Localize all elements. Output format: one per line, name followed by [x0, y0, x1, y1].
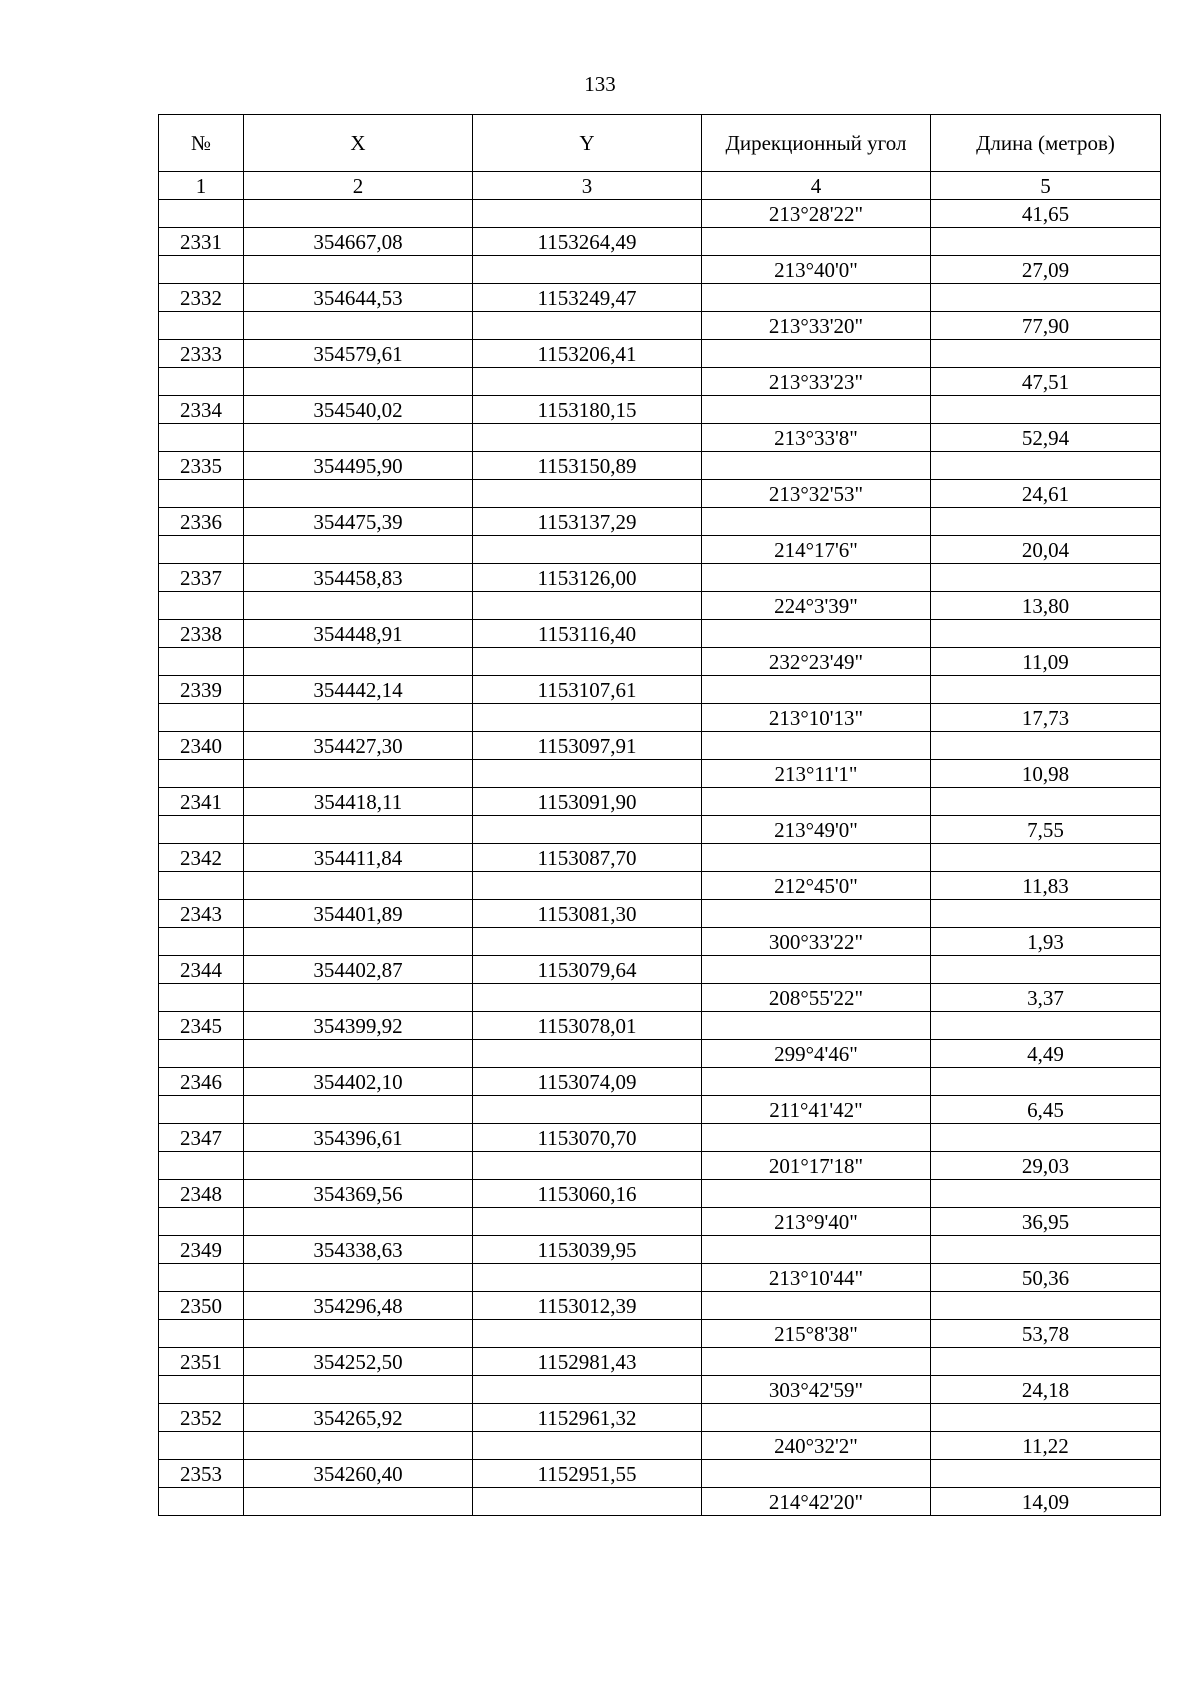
y-coordinate-cell [473, 1376, 702, 1404]
length-cell: 52,94 [931, 424, 1161, 452]
x-coordinate-cell: 354401,89 [244, 900, 473, 928]
table-row [159, 1460, 1161, 1488]
y-coordinate-cell: 1153087,70 [473, 844, 702, 872]
x-coordinate-cell [244, 312, 473, 340]
column-number: 4 [702, 172, 931, 200]
bearing-cell [702, 676, 931, 704]
bearing-cell [702, 1180, 931, 1208]
length-cell: 47,51 [931, 368, 1161, 396]
length-cell [931, 676, 1161, 704]
bearing-cell: 212°45'0" [702, 872, 931, 900]
length-cell: 13,80 [931, 592, 1161, 620]
bearing-cell: 213°10'44" [702, 1264, 931, 1292]
y-coordinate-cell [473, 256, 702, 284]
length-cell [931, 1292, 1161, 1320]
length-cell [931, 1012, 1161, 1040]
bearing-cell [702, 732, 931, 760]
table-row [159, 1264, 1161, 1292]
y-coordinate-cell [473, 200, 702, 228]
table-row [159, 536, 1161, 564]
length-cell [931, 844, 1161, 872]
table-row [159, 1208, 1161, 1236]
table-row [159, 368, 1161, 396]
point-number-cell [159, 816, 244, 844]
x-coordinate-cell: 354296,48 [244, 1292, 473, 1320]
x-coordinate-cell [244, 536, 473, 564]
y-coordinate-cell [473, 872, 702, 900]
table-row [159, 1488, 1161, 1516]
point-number-cell: 2345 [159, 1012, 244, 1040]
x-coordinate-cell [244, 1208, 473, 1236]
y-coordinate-cell [473, 1320, 702, 1348]
x-coordinate-cell: 354667,08 [244, 228, 473, 256]
y-coordinate-cell: 1153249,47 [473, 284, 702, 312]
y-coordinate-cell: 1153264,49 [473, 228, 702, 256]
bearing-cell [702, 1236, 931, 1264]
point-number-cell: 2342 [159, 844, 244, 872]
bearing-cell: 213°11'1" [702, 760, 931, 788]
length-cell: 7,55 [931, 816, 1161, 844]
y-coordinate-cell [473, 648, 702, 676]
header-number: № [159, 115, 244, 172]
y-coordinate-cell [473, 480, 702, 508]
bearing-cell [702, 900, 931, 928]
point-number-cell: 2335 [159, 452, 244, 480]
point-number-cell [159, 1208, 244, 1236]
point-number-cell: 2343 [159, 900, 244, 928]
length-cell [931, 1124, 1161, 1152]
header-bearing: Дирекционный угол [702, 115, 931, 172]
length-cell: 24,18 [931, 1376, 1161, 1404]
y-coordinate-cell: 1153097,91 [473, 732, 702, 760]
table-row [159, 984, 1161, 1012]
table-row [159, 200, 1161, 228]
point-number-cell: 2336 [159, 508, 244, 536]
table-row [159, 704, 1161, 732]
x-coordinate-cell [244, 1152, 473, 1180]
column-number-row [159, 172, 1161, 200]
point-number-cell [159, 480, 244, 508]
x-coordinate-cell: 354644,53 [244, 284, 473, 312]
y-coordinate-cell [473, 1488, 702, 1516]
point-number-cell [159, 368, 244, 396]
y-coordinate-cell: 1153081,30 [473, 900, 702, 928]
y-coordinate-cell: 1153070,70 [473, 1124, 702, 1152]
x-coordinate-cell: 354252,50 [244, 1348, 473, 1376]
column-number: 2 [244, 172, 473, 200]
length-cell: 11,22 [931, 1432, 1161, 1460]
table-row [159, 648, 1161, 676]
length-cell [931, 732, 1161, 760]
x-coordinate-cell [244, 1376, 473, 1404]
point-number-cell [159, 648, 244, 676]
bearing-cell [702, 1460, 931, 1488]
x-coordinate-cell [244, 1096, 473, 1124]
y-coordinate-cell: 1153126,00 [473, 564, 702, 592]
table-row [159, 1012, 1161, 1040]
y-coordinate-cell [473, 984, 702, 1012]
bearing-cell [702, 1404, 931, 1432]
table-row [159, 1432, 1161, 1460]
bearing-cell [702, 396, 931, 424]
table-row [159, 592, 1161, 620]
point-number-cell [159, 1152, 244, 1180]
bearing-cell [702, 340, 931, 368]
bearing-cell [702, 564, 931, 592]
x-coordinate-cell: 354411,84 [244, 844, 473, 872]
y-coordinate-cell [473, 312, 702, 340]
bearing-cell [702, 620, 931, 648]
y-coordinate-cell [473, 1040, 702, 1068]
x-coordinate-cell: 354402,10 [244, 1068, 473, 1096]
point-number-cell [159, 536, 244, 564]
point-number-cell [159, 1264, 244, 1292]
point-number-cell [159, 200, 244, 228]
table-row [159, 620, 1161, 648]
length-cell [931, 900, 1161, 928]
length-cell: 50,36 [931, 1264, 1161, 1292]
y-coordinate-cell: 1153180,15 [473, 396, 702, 424]
bearing-cell [702, 956, 931, 984]
table-row [159, 900, 1161, 928]
bearing-cell [702, 1292, 931, 1320]
length-cell: 20,04 [931, 536, 1161, 564]
table-row [159, 1292, 1161, 1320]
bearing-cell [702, 844, 931, 872]
point-number-cell: 2346 [159, 1068, 244, 1096]
point-number-cell [159, 872, 244, 900]
x-coordinate-cell [244, 648, 473, 676]
y-coordinate-cell: 1153079,64 [473, 956, 702, 984]
table-row [159, 564, 1161, 592]
bearing-cell: 213°33'23" [702, 368, 931, 396]
length-cell [931, 620, 1161, 648]
point-number-cell [159, 256, 244, 284]
x-coordinate-cell [244, 1432, 473, 1460]
x-coordinate-cell [244, 816, 473, 844]
point-number-cell: 2333 [159, 340, 244, 368]
table-row [159, 424, 1161, 452]
point-number-cell: 2339 [159, 676, 244, 704]
y-coordinate-cell: 1153012,39 [473, 1292, 702, 1320]
length-cell: 6,45 [931, 1096, 1161, 1124]
table-row [159, 676, 1161, 704]
point-number-cell [159, 760, 244, 788]
length-cell: 27,09 [931, 256, 1161, 284]
table-row [159, 788, 1161, 816]
table-row [159, 1376, 1161, 1404]
y-coordinate-cell [473, 760, 702, 788]
x-coordinate-cell [244, 760, 473, 788]
length-cell: 24,61 [931, 480, 1161, 508]
x-coordinate-cell: 354265,92 [244, 1404, 473, 1432]
point-number-cell [159, 1320, 244, 1348]
length-cell [931, 1236, 1161, 1264]
length-cell [931, 508, 1161, 536]
bearing-cell [702, 1068, 931, 1096]
table-row [159, 872, 1161, 900]
y-coordinate-cell: 1153206,41 [473, 340, 702, 368]
x-coordinate-cell: 354396,61 [244, 1124, 473, 1152]
point-number-cell: 2344 [159, 956, 244, 984]
length-cell: 53,78 [931, 1320, 1161, 1348]
y-coordinate-cell: 1153039,95 [473, 1236, 702, 1264]
y-coordinate-cell [473, 592, 702, 620]
length-cell [931, 564, 1161, 592]
x-coordinate-cell: 354495,90 [244, 452, 473, 480]
point-number-cell [159, 1096, 244, 1124]
column-number: 1 [159, 172, 244, 200]
length-cell: 3,37 [931, 984, 1161, 1012]
table-header-row [159, 115, 1161, 172]
x-coordinate-cell [244, 200, 473, 228]
point-number-cell [159, 704, 244, 732]
table-row [159, 284, 1161, 312]
point-number-cell [159, 1040, 244, 1068]
table-row [159, 1180, 1161, 1208]
x-coordinate-cell [244, 368, 473, 396]
y-coordinate-cell: 1153137,29 [473, 508, 702, 536]
length-cell [931, 1348, 1161, 1376]
y-coordinate-cell [473, 1264, 702, 1292]
y-coordinate-cell [473, 928, 702, 956]
length-cell: 1,93 [931, 928, 1161, 956]
y-coordinate-cell [473, 1152, 702, 1180]
length-cell [931, 1460, 1161, 1488]
table-row [159, 396, 1161, 424]
y-coordinate-cell: 1152981,43 [473, 1348, 702, 1376]
bearing-cell: 214°42'20" [702, 1488, 931, 1516]
bearing-cell [702, 1012, 931, 1040]
y-coordinate-cell: 1153060,16 [473, 1180, 702, 1208]
bearing-cell: 224°3'39" [702, 592, 931, 620]
bearing-cell: 213°49'0" [702, 816, 931, 844]
bearing-cell: 300°33'22" [702, 928, 931, 956]
point-number-cell: 2348 [159, 1180, 244, 1208]
y-coordinate-cell [473, 1432, 702, 1460]
y-coordinate-cell: 1153074,09 [473, 1068, 702, 1096]
x-coordinate-cell [244, 1320, 473, 1348]
x-coordinate-cell [244, 1488, 473, 1516]
table-row [159, 228, 1161, 256]
point-number-cell [159, 592, 244, 620]
table-row [159, 956, 1161, 984]
bearing-cell: 201°17'18" [702, 1152, 931, 1180]
point-number-cell: 2352 [159, 1404, 244, 1432]
y-coordinate-cell [473, 536, 702, 564]
table-row [159, 1040, 1161, 1068]
x-coordinate-cell [244, 592, 473, 620]
x-coordinate-cell [244, 984, 473, 1012]
x-coordinate-cell [244, 928, 473, 956]
table-row [159, 1096, 1161, 1124]
header-y: Y [473, 115, 702, 172]
x-coordinate-cell: 354402,87 [244, 956, 473, 984]
length-cell [931, 396, 1161, 424]
bearing-cell: 240°32'2" [702, 1432, 931, 1460]
table-row [159, 256, 1161, 284]
point-number-cell: 2353 [159, 1460, 244, 1488]
x-coordinate-cell [244, 1264, 473, 1292]
bearing-cell: 299°4'46" [702, 1040, 931, 1068]
x-coordinate-cell: 354427,30 [244, 732, 473, 760]
x-coordinate-cell: 354579,61 [244, 340, 473, 368]
length-cell [931, 1068, 1161, 1096]
coordinates-table [158, 114, 1161, 1516]
bearing-cell [702, 284, 931, 312]
y-coordinate-cell: 1153078,01 [473, 1012, 702, 1040]
bearing-cell [702, 1348, 931, 1376]
length-cell: 14,09 [931, 1488, 1161, 1516]
x-coordinate-cell [244, 704, 473, 732]
point-number-cell [159, 312, 244, 340]
y-coordinate-cell: 1152961,32 [473, 1404, 702, 1432]
y-coordinate-cell: 1153116,40 [473, 620, 702, 648]
x-coordinate-cell: 354448,91 [244, 620, 473, 648]
table-row [159, 480, 1161, 508]
table-row [159, 1236, 1161, 1264]
point-number-cell [159, 1376, 244, 1404]
point-number-cell [159, 984, 244, 1012]
table-row [159, 452, 1161, 480]
point-number-cell: 2332 [159, 284, 244, 312]
point-number-cell [159, 1432, 244, 1460]
y-coordinate-cell: 1152951,55 [473, 1460, 702, 1488]
table-row [159, 340, 1161, 368]
header-x: X [244, 115, 473, 172]
length-cell [931, 340, 1161, 368]
x-coordinate-cell: 354369,56 [244, 1180, 473, 1208]
y-coordinate-cell [473, 816, 702, 844]
bearing-cell: 213°10'13" [702, 704, 931, 732]
length-cell [931, 1180, 1161, 1208]
table-row [159, 1068, 1161, 1096]
x-coordinate-cell: 354458,83 [244, 564, 473, 592]
length-cell [931, 452, 1161, 480]
y-coordinate-cell [473, 368, 702, 396]
table-row [159, 1152, 1161, 1180]
length-cell [931, 1404, 1161, 1432]
x-coordinate-cell: 354475,39 [244, 508, 473, 536]
length-cell: 11,09 [931, 648, 1161, 676]
x-coordinate-cell: 354540,02 [244, 396, 473, 424]
table-row [159, 312, 1161, 340]
table-row [159, 508, 1161, 536]
bearing-cell: 213°40'0" [702, 256, 931, 284]
length-cell [931, 284, 1161, 312]
y-coordinate-cell [473, 1096, 702, 1124]
x-coordinate-cell [244, 424, 473, 452]
y-coordinate-cell: 1153107,61 [473, 676, 702, 704]
table-row [159, 1124, 1161, 1152]
x-coordinate-cell [244, 1040, 473, 1068]
length-cell [931, 956, 1161, 984]
bearing-cell [702, 508, 931, 536]
x-coordinate-cell [244, 256, 473, 284]
point-number-cell: 2340 [159, 732, 244, 760]
y-coordinate-cell [473, 424, 702, 452]
table-row [159, 732, 1161, 760]
table-row [159, 1348, 1161, 1376]
bearing-cell: 232°23'49" [702, 648, 931, 676]
y-coordinate-cell: 1153150,89 [473, 452, 702, 480]
bearing-cell [702, 788, 931, 816]
bearing-cell: 213°9'40" [702, 1208, 931, 1236]
point-number-cell: 2350 [159, 1292, 244, 1320]
bearing-cell: 303°42'59" [702, 1376, 931, 1404]
point-number-cell [159, 928, 244, 956]
table-row [159, 844, 1161, 872]
length-cell: 4,49 [931, 1040, 1161, 1068]
length-cell [931, 228, 1161, 256]
table-row [159, 816, 1161, 844]
point-number-cell: 2341 [159, 788, 244, 816]
x-coordinate-cell [244, 480, 473, 508]
header-length: Длина (метров) [931, 115, 1161, 172]
length-cell: 41,65 [931, 200, 1161, 228]
column-number: 5 [931, 172, 1161, 200]
bearing-cell: 215°8'38" [702, 1320, 931, 1348]
bearing-cell: 213°32'53" [702, 480, 931, 508]
point-number-cell [159, 1488, 244, 1516]
table-row [159, 1404, 1161, 1432]
x-coordinate-cell [244, 872, 473, 900]
x-coordinate-cell: 354418,11 [244, 788, 473, 816]
length-cell: 17,73 [931, 704, 1161, 732]
bearing-cell [702, 228, 931, 256]
x-coordinate-cell: 354442,14 [244, 676, 473, 704]
length-cell: 36,95 [931, 1208, 1161, 1236]
point-number-cell [159, 424, 244, 452]
point-number-cell: 2347 [159, 1124, 244, 1152]
x-coordinate-cell: 354338,63 [244, 1236, 473, 1264]
length-cell [931, 788, 1161, 816]
table-row [159, 928, 1161, 956]
bearing-cell: 208°55'22" [702, 984, 931, 1012]
y-coordinate-cell: 1153091,90 [473, 788, 702, 816]
table-row [159, 1320, 1161, 1348]
bearing-cell: 213°28'22" [702, 200, 931, 228]
point-number-cell: 2349 [159, 1236, 244, 1264]
x-coordinate-cell: 354399,92 [244, 1012, 473, 1040]
length-cell: 77,90 [931, 312, 1161, 340]
length-cell: 10,98 [931, 760, 1161, 788]
bearing-cell: 213°33'20" [702, 312, 931, 340]
point-number-cell: 2338 [159, 620, 244, 648]
column-number: 3 [473, 172, 702, 200]
point-number-cell: 2337 [159, 564, 244, 592]
point-number-cell: 2334 [159, 396, 244, 424]
bearing-cell: 213°33'8" [702, 424, 931, 452]
x-coordinate-cell: 354260,40 [244, 1460, 473, 1488]
y-coordinate-cell [473, 1208, 702, 1236]
length-cell: 11,83 [931, 872, 1161, 900]
bearing-cell: 211°41'42" [702, 1096, 931, 1124]
length-cell: 29,03 [931, 1152, 1161, 1180]
bearing-cell [702, 452, 931, 480]
bearing-cell [702, 1124, 931, 1152]
table-row [159, 760, 1161, 788]
bearing-cell: 214°17'6" [702, 536, 931, 564]
point-number-cell: 2351 [159, 1348, 244, 1376]
page-number: 133 [584, 72, 616, 96]
point-number-cell: 2331 [159, 228, 244, 256]
y-coordinate-cell [473, 704, 702, 732]
